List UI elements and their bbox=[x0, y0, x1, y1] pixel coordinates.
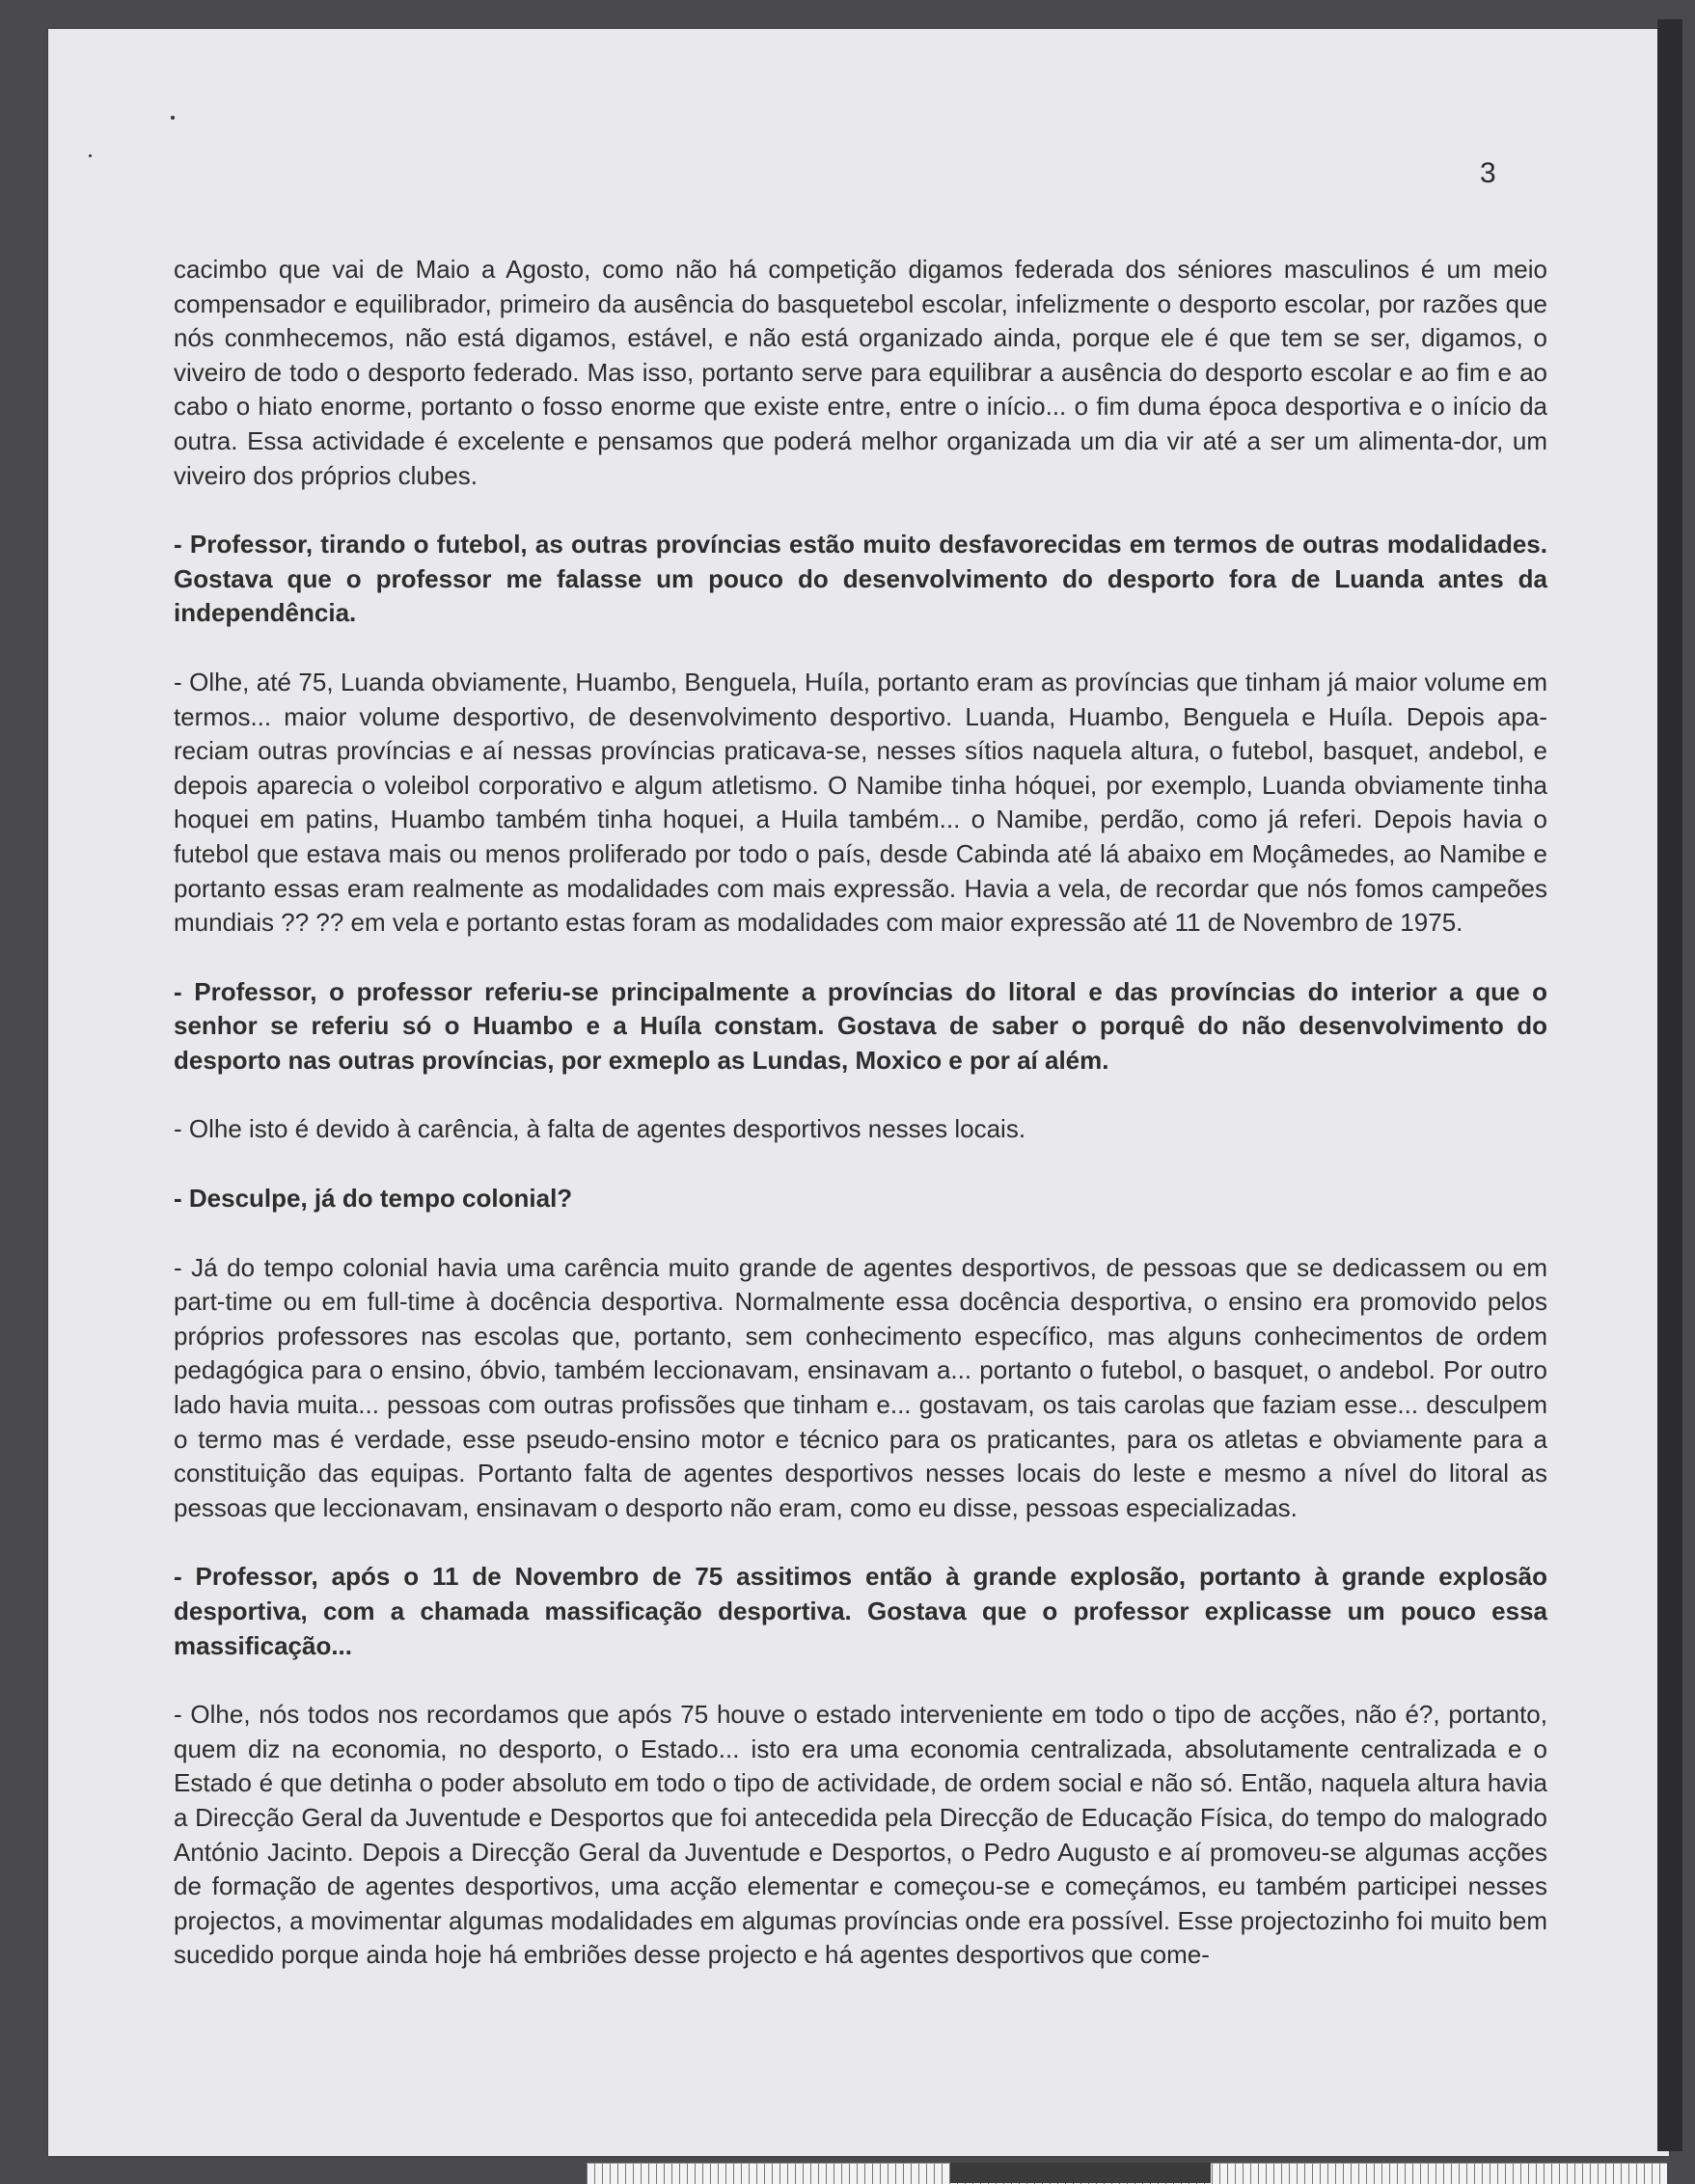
paragraph-answer: - Olhe, nós todos nos recordamos que após 75 houve o estado interveniente em todo o tipo de acções, não é?, portanto, quem diz na economia, no desporto, o Estado... isto era uma economia centralizada, absolutamente centralizada e o Estado é que detinha o poder absoluto em todo o tipo de actividade, de ordem social e não só. Então, naquela altura havia a Direcção Geral da Juventude e Desportos que foi antecedida pela Direcção de Educação Física, do tempo do malogrado António Jacinto. Depois a Direcção Geral da Juventude e Desportos, o Pedro Augusto e aí promoveu-se algumas acções de formação de agentes desportivos, uma acção elementar e começou-se e começámos, eu também participei nesses projectos, a movimentar algumas modalidades em algumas províncias onde era possível. Esse projectozinho foi muito bem sucedido porque ainda hoje há embriões desse projecto e há agentes desportivos que come- bbox=[174, 1700, 1547, 1970]
speck-mark bbox=[89, 154, 92, 157]
paragraph-answer: cacimbo que vai de Maio a Agosto, como não há competição digamos federada dos séniores masculinos é um meio compensador e equilibrador, primeiro da ausência do basquetebol escolar, infelizmente o desporto escolar, por razões que nós conmhecemos, não está digamos, estável, e não está organizado ainda, porque ele é que tem se ser, digamos, o viveiro de todo o desporto federado. Mas isso, portanto serve para equilibrar a ausência do desporto escolar e ao fim e ao cabo o hiato enorme, portanto o fosso enorme que existe entre, entre o início... o fim duma época desportiva e o início da outra. Essa actividade é excelente e pensamos que poderá melhor organizada um dia vir até a ser um alimenta-dor, um viveiro dos próprios clubes. bbox=[174, 255, 1547, 490]
paragraph-question: - Professor, o professor referiu-se principalmente a províncias do litoral e das províncias do interior a que o senhor se referiu só o Huambo e a Huíla constam. Gostava de saber o porquê do não desenvolvimento do desporto nas outras províncias, por exmeplo as Lundas, Moxico e por aí além. bbox=[174, 976, 1547, 1075]
page-number: 3 bbox=[1480, 157, 1496, 189]
document-body bbox=[174, 253, 1547, 2007]
speck-mark bbox=[171, 116, 175, 120]
paragraph-answer: - Olhe, até 75, Luanda obviamente, Huambo, Benguela, Huíla, portanto eram as províncias que tinham já maior volume em termos... maior volume desportivo, de desenvolvimento desportivo. Luanda, Huambo, Benguela e Huíla. Depois apa-reciam outras províncias e aí nessas províncias praticava-se, nesses sítios naquela altura, o futebol, basquet, andebol, e depois aparecia o voleibol corporativo e algum atletismo. O Namibe tinha hóquei, por exemplo, Luanda obviamente tinha hoquei em patins, Huambo também tinha hoquei, a Huila também... o Namibe, perdão, como já referi. Depois havia o futebol que estava mais ou menos proliferado por todo o país, desde Cabinda até lá abaixo em Moçâmedes, ao Namibe e portanto essas eram realmente as modalidades com mais expressão. Havia a vela, de recordar que nós fomos campeões mundiais ?? ?? em vela e portanto estas foram as modalidades com maior expressão até 11 de Novembro de 1975. bbox=[174, 667, 1547, 938]
paragraph-question: - Professor, tirando o futebol, as outras províncias estão muito desfavorecidas em termos de outras modalidades. Gostava que o professor me falasse um pouco do desenvolvimento do desporto fora de Luanda antes da independência. bbox=[174, 530, 1547, 628]
paragraph-answer: - Já do tempo colonial havia uma carência muito grande de agentes desportivos, de pessoas que se dedicassem ou em part-time ou em full-time à docência desportiva. Normalmente essa docência desportiva, o ensino era promovido pelos próprios professores nas escolas que, portanto, sem conhecimento específico, mas alguns conhecimentos de ordem pedagógica para o ensino, óbvio, também leccionavam, ensinavam a... portanto o futebol, o basquet, o andebol. Por outro lado havia muita... pessoas com outras profissões que tinham e... gostavam, os tais carolas que faziam esse... desculpem o termo mas é verdade, esse pseudo-ensino motor e técnico para os praticantes, para os atletas e obviamente para a constituição das equipas. Portanto falta de agentes desportivos nesses locais do leste e mesmo a nível do litoral as pessoas que leccionavam, ensinavam o desporto não eram, como eu disse, pessoas especializadas. bbox=[174, 1252, 1547, 1522]
page-edge-shadow bbox=[1657, 19, 1682, 2151]
paragraph-answer: - Olhe isto é devido à carência, à falta de agentes desportivos nesses locais. bbox=[174, 1114, 1026, 1144]
paragraph-question: - Professor, após o 11 de Novembro de 75 assitimos então à grande explosão, portanto à grande explosão desportiva, com a chamada massificação desportiva. Gostava que o professor explicasse um pouco essa massificação... bbox=[174, 1562, 1547, 1660]
paragraph-question: - Desculpe, já do tempo colonial? bbox=[174, 1184, 573, 1214]
scale-ruler-dark-segment bbox=[950, 2163, 1211, 2183]
